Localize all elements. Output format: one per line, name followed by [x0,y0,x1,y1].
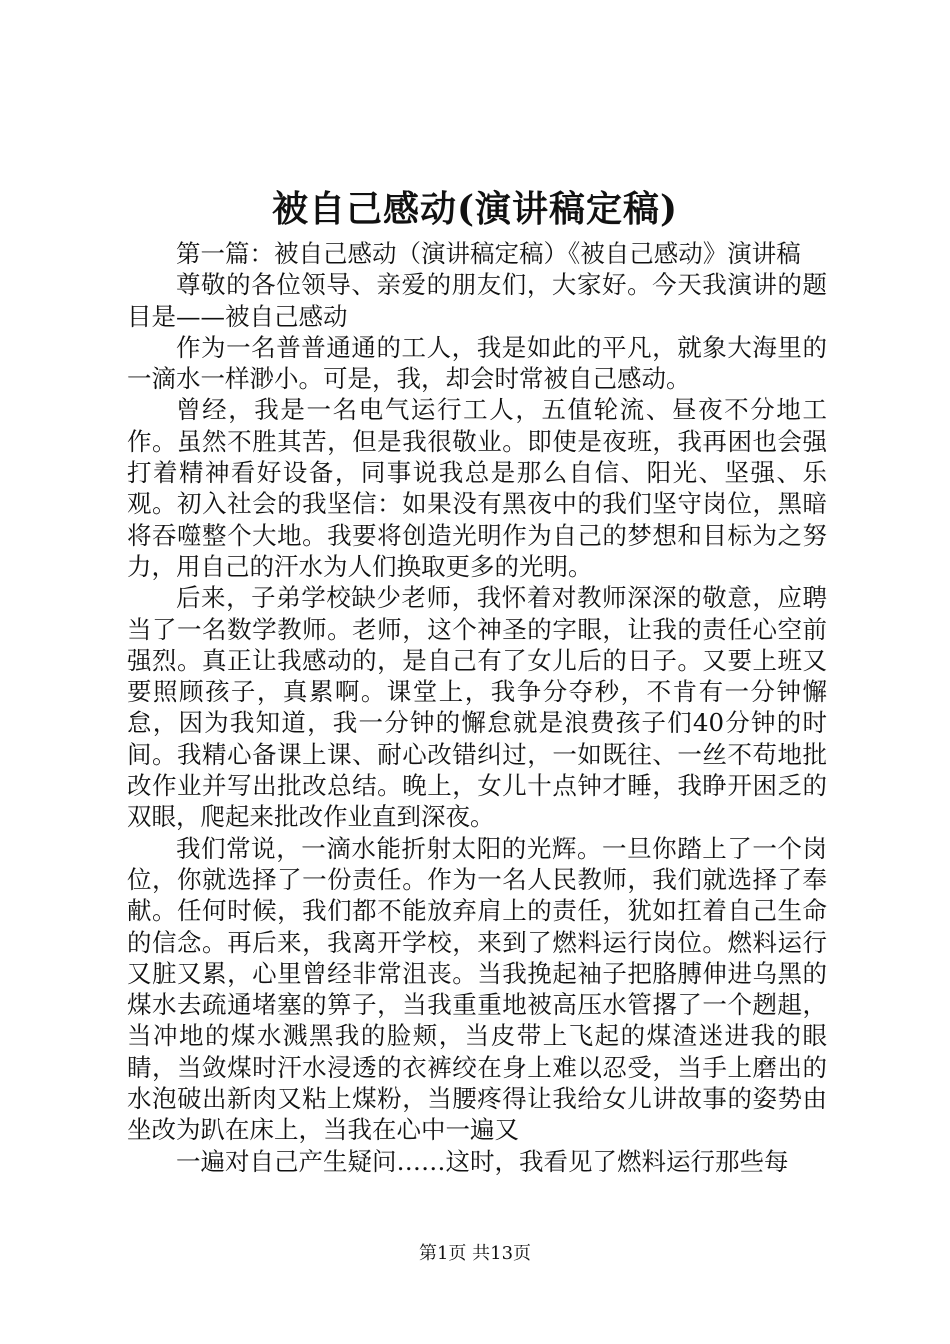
document-body [127,238,827,1177]
paragraph: 后来，子弟学校缺少老师，我怀着对教师深深的敬意，应聘当了一名数学教师。老师，这个神圣的字眼，让我的责任心空前强烈。真正让我感动的，是自己有了女儿后的日子。又要上班又要照顾孩子，真累啊。课堂上，我争分夺秒，不肯有一分钟懈怠，因为我知道，我一分钟的懈怠就是浪费孩子们40分钟的时间。我精心备课上课、耐心改错纠过，一如既往、一丝不苟地批改作业并写出批改总结。晚上，女儿十点钟才睡，我睁开困乏的双眼，爬起来批改作业直到深夜。 [127,583,827,832]
paragraph: 作为一名普普通通的工人，我是如此的平凡，就象大海里的一滴水一样渺小。可是，我，却会时常被自己感动。 [127,332,827,394]
paragraph: 尊敬的各位领导、亲爱的朋友们，大家好。今天我演讲的题目是——被自己感动 [127,270,827,331]
document-title: 被自己感动(演讲稿定稿) [271,188,679,230]
paragraph: 我们常说，一滴水能折射太阳的光辉。一旦你踏上了一个岗位，你就选择了一份责任。作为一名人民教师，我们就选择了奉献。任何时候，我们都不能放弃肩上的责任，犹如扛着自己生命的信念。再后来，我离开学校，来到了燃料运行岗位。燃料运行又脏又累，心里曾经非常沮丧。当我挽起袖子把胳膊伸进乌黑的煤水去疏通堵塞的箅子，当我重重地被高压水管撂了一个趔趄，当冲地的煤水溅黑我的脸颊，当皮带上飞起的煤渣迷进我的眼睛，当敛煤时汗水浸透的衣裤绞在身上难以忍受，当手上磨出的水泡破出新肉又粘上煤粉，当腰疼得让我给女儿讲故事的姿势由坐改为趴在床上，当我在心中一遍又 [127,833,827,1145]
paragraph: 曾经，我是一名电气运行工人，五值轮流、昼夜不分地工作。虽然不胜其苦，但是我很敬业。即使是夜班，我再困也会强打着精神看好设备，同事说我总是那么自信、阳光、坚强、乐观。初入社会的我坚信：如果没有黑夜中的我们坚守岗位，黑暗将吞噬整个大地。我要将创造光明作为自己的梦想和目标为之努力，用自己的汗水为人们换取更多的光明。 [127,395,827,581]
paragraph: 第一篇：被自己感动（演讲稿定稿）《被自己感动》演讲稿 [176,239,801,268]
page-footer: 第1页 共13页 [418,1243,532,1264]
paragraph: 一遍对自己产生疑问……这时，我看见了燃料运行那些每 [176,1146,789,1176]
